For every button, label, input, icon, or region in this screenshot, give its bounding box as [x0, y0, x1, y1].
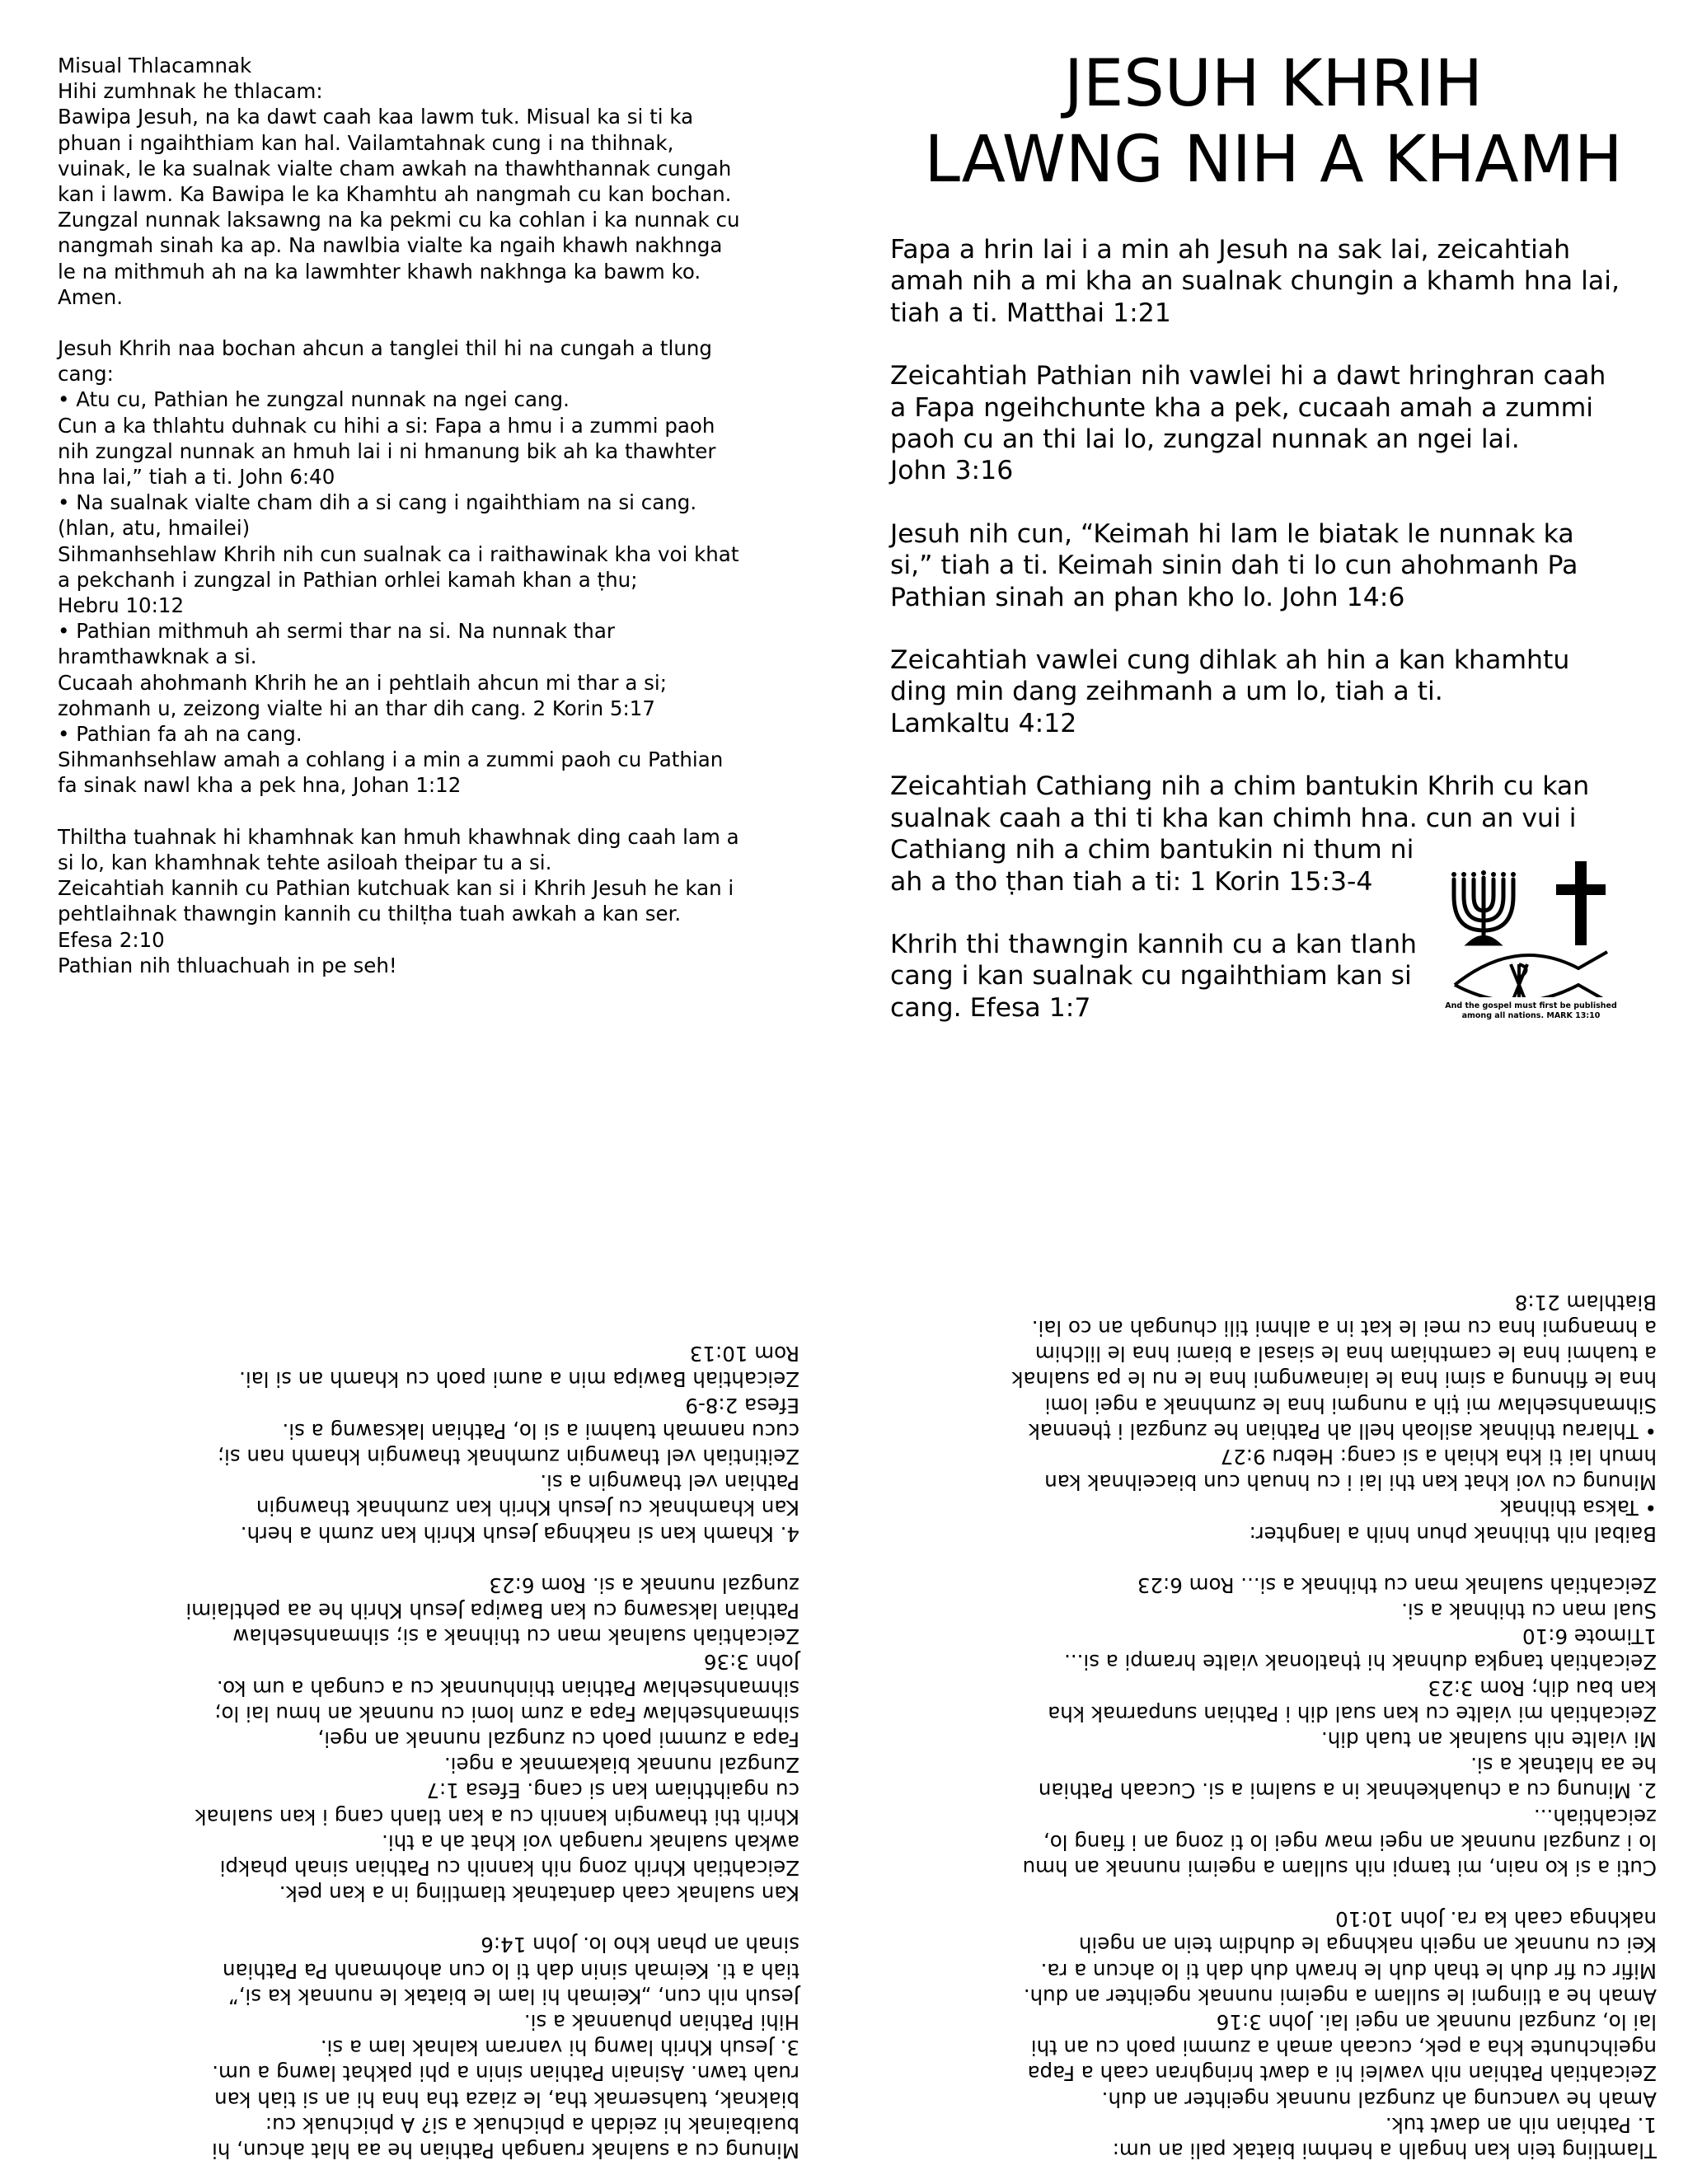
bottom-right-line: a tuahmi hna le camthiam hna le siasal a biami hna le lilchim: [1034, 1342, 1657, 1366]
spacer: [58, 1547, 799, 1572]
prayer-line: nih zungzal nunnak an hmuh lai i ni hmanung bik ah ka thawhter: [58, 438, 716, 463]
bottom-left-line: Pathian vel thawngin a si.: [540, 1470, 799, 1495]
verse-paragraph: [890, 234, 1657, 329]
verse-line: Lamkaltu 4:12: [890, 708, 1077, 738]
prayer-line: Zeicahtiah kannih cu Pathian kutchuak kan si i Khrih Jesuh he kan i: [58, 876, 734, 901]
emblem-caption: [1438, 1001, 1624, 1021]
spacer: [58, 799, 824, 824]
bottom-right-line: • Thlarau thihnak asiloah hell ah Pathian he zungzal i ṭhennak: [1028, 1418, 1657, 1443]
title-line-2: LAWNG NIH A KHAMH: [924, 123, 1623, 197]
bottom-right-line: kan bau dih; Rom 3:23: [1428, 1675, 1657, 1700]
prayer-line: Zungzal nunnak laksawng na ka pekmi cu ka cohlan i ka nunnak cu: [58, 208, 740, 232]
page-title: [890, 46, 1657, 198]
bottom-left-line: ruah tawn. Asinain Pathian sinin a phi pakhat lawng a um.: [212, 2061, 799, 2086]
verse-line: ding min dang zeihmanh a um lo, tiah a ti.: [890, 677, 1443, 707]
bottom-left-line: Pathian laksawng cu kan Bawipa Jesuh Khrih he aa pehtlaimi: [185, 1598, 799, 1623]
cross-icon: [1556, 861, 1606, 945]
bottom-right-line: Baibal nih thihnak phun hnih a langhter:: [1249, 1521, 1657, 1546]
bottom-right-line: 2. Minung cu a chuahkehnak in a sualmi a si. Cucaah Pathian: [1038, 1779, 1657, 1803]
verse-line: Jesuh nih cun, “Keimah hi lam le biatak le nunnak ka: [890, 518, 1574, 549]
verse-line: Zeicahtiah Cathiang nih a chim bantukin Khrih cu kan: [890, 771, 1590, 802]
prayer-line: Misual Thlacamnak: [58, 54, 252, 77]
bottom-left-line: sinah an phan kho lo. John 14:6: [481, 1933, 799, 1957]
verse-line: sualnak caah a thi ti kha kan chimh hna. cun an vui i: [890, 803, 1577, 833]
bottom-right-line: Cuti a si ko nain, mi tampi nih sullam a ngeimi nunnak an hmu: [1022, 1855, 1657, 1880]
bottom-right-line: lo i zungzal nunnak an ngei maw ngei lo ti zong an i fiang lo,: [1043, 1830, 1657, 1854]
verse-line: Fapa a hrin lai i a min ah Jesuh na sak lai, zeicahtiah: [890, 235, 1571, 265]
spacer: [58, 310, 824, 335]
bottom-right-line: Tlamtling tein kan hngalh a herhmi biatak pali an um:: [1112, 2139, 1657, 2163]
prayer-line: zohmanh u, zeizong vialte hi an thar dih cang. 2 Korin 5:17: [58, 696, 655, 720]
bottom-left-line: Zeicahtiah sualnak man cu thihnak a si; sihmanhsehlaw: [232, 1624, 799, 1649]
bottom-left-line: sihmanhsehlaw Pathian thinhunnak cu a cungah a um ko.: [216, 1675, 799, 1700]
bottom-right-line: Amah he a tlingmi le sullam a ngeimi nunnak ngeihter an duh.: [1023, 1984, 1657, 2008]
verse-paragraph: [890, 518, 1657, 613]
verse-line: Cathiang nih a chim bantukin ni thum ni: [890, 835, 1414, 865]
prayer-line: le na mithmuh ah na ka lawmhter khawh nakhnga ka bawm ko.: [58, 259, 701, 284]
verse-line: Pathian sinah an phan kho lo. John 14:6: [890, 582, 1405, 612]
prayer-line: fa sinak nawl kha a pek hna, Johan 1:12: [58, 773, 462, 798]
prayer-line: • Atu cu, Pathian he zungzal nunnak na ngei cang.: [58, 387, 570, 412]
bottom-left-line: cucu nanmah tuahmi a si lo, Pathian laksawng a si.: [282, 1418, 799, 1443]
prayer-line: vuinak, le ka sualnak vialte cham awkah na thawhthannak cungah: [58, 156, 732, 180]
verse-line: Zeicahtiah vawlei cung dihlak ah hin a kan khamhtu: [890, 645, 1570, 676]
bottom-right-line: a hmangmi hna cu mei le kat in a alhmi tili chungah an co lai.: [1031, 1315, 1657, 1340]
bottom-right-line: Kei cu nunnak an ngeih nakhnga le duhdim tein an ngeih: [1078, 1933, 1657, 1957]
bottom-left-line: John 3:36: [703, 1650, 799, 1675]
bottom-left-line: tiah a ti. Keimah sinin dah ti lo cun ahohmanh Pa Pathian: [222, 1958, 799, 1983]
verse-line: paoh cu an thi lai lo, zungzal nunnak an ngei lai.: [890, 424, 1520, 455]
prayer-line: • Na sualnak vialte cham dih a si cang i ngaihthiam na si cang.: [58, 490, 697, 515]
prayer-line: nangmah sinah ka ap. Na nawlbia vialte ka ngaih khawh nakhnga: [58, 233, 723, 258]
prayer-line: Jesuh Khrih naa bochan ahcun a tanglei thil hi na cungah a tlung: [58, 336, 712, 361]
faith-emblem: [1438, 845, 1624, 1043]
prayer-line: Cun a ka thlahtu duhnak cu hihi a si: Fapa a hmu i a zummi paoh: [58, 413, 715, 438]
verse-line: Zeicahtiah Pathian nih vawlei hi a dawt hringhran caah: [890, 361, 1606, 391]
bottom-left-line: Khrih thi thawngin kannih cu a kan tlanh cang i kan sualnak: [195, 1804, 799, 1829]
upside-down-right-panel: [890, 1154, 1657, 2163]
verse-line: cang i kan sualnak cu ngaihthiam kan si: [890, 961, 1412, 991]
bottom-right-line: • Taksa thihnak: [1499, 1496, 1657, 1521]
bottom-right-line: ngeihchunte kha a pek, cucaah amah a zummi paoh cu an thi: [1030, 2036, 1657, 2060]
bottom-left-line: Kan sualnak caah dantatnak tlamtling in a kan pek.: [279, 1882, 799, 1906]
prayer-line: Hebru 10:12: [58, 593, 185, 618]
verse-paragraph: [890, 644, 1657, 739]
verse-line: a Fapa ngeihchunte kha a pek, cucaah amah a zummi: [890, 392, 1594, 423]
prayer-line: • Pathian mithmuh ah sermi thar na si. Na nunnak thar: [58, 619, 615, 644]
bottom-right-line: Biathlam 21:8: [1514, 1290, 1657, 1315]
bottom-left-line: Kan khamhnak cu Jesuh Khrih kan zumhnak thawngin: [256, 1496, 799, 1521]
prayer-line: cang:: [58, 362, 114, 387]
verse-line: ah a tho ṭhan tiah a ti: 1 Korin 15:3-4: [890, 866, 1373, 897]
bottom-right-line: lai lo, zungzal nunnak an ngei lai. John 3:16: [1216, 2009, 1657, 2034]
prayer-line: Pathian nih thluachuah in pe seh!: [58, 953, 397, 977]
bottom-right-line: Zeicahtiah Pathian nih vawlei hi a dawt hringhran caah a Fapa: [1027, 2061, 1657, 2086]
bottom-left-line: Zeicahtiah Bawipa min a aumi paoh cu khamh an si lai.: [239, 1367, 799, 1392]
spacer: [890, 1881, 1657, 1906]
verse-line: cang. Efesa 1:7: [890, 992, 1091, 1023]
bottom-right-line: 1Timote 6:10: [1522, 1624, 1657, 1649]
menorah-cross-fish-icon: [1438, 845, 1624, 997]
menorah-icon: [1451, 870, 1516, 944]
prayer-line: si lo, kan khamhnak tehte asiloah theipar tu a si.: [58, 850, 552, 874]
bottom-right-line: Sual man cu thihnak a si.: [1401, 1598, 1657, 1623]
prayer-panel: [58, 53, 824, 978]
bottom-left-line: buaibainak hi zeidah a phichuak a si? A phichuak cu:: [265, 2112, 799, 2137]
bottom-left-line: Rom 10:13: [689, 1342, 799, 1366]
prayer-line: Efesa 2:10: [58, 927, 165, 952]
prayer-line: Sihmanhsehlaw Khrih nih cun sualnak ca i raithawinak kha voi khat: [58, 541, 739, 566]
bottom-left-line: awkah sualnak ruangah voi khat ah a thi.: [382, 1830, 799, 1854]
prayer-line: Hihi zumhnak he thlacam:: [58, 79, 323, 104]
verse-line: tiah a ti. Matthai 1:21: [890, 298, 1171, 328]
prayer-line: (hlan, atu, hmailei): [58, 516, 251, 541]
bottom-right-line: Zeicahtiah mi vialte cu kan sual dih i Pathian sunparnak kha: [1048, 1701, 1657, 1726]
bottom-left-line: Jesuh nih cun, „Keimah hi lam le biatak le nunnak ka si,”: [227, 1984, 799, 2008]
caption-line-2: among all nations. MARK 13:10: [1461, 1011, 1601, 1020]
bottom-left-line: Hihi Pathian phuannak a si.: [523, 2009, 799, 2034]
prayer-line: pehtlaihnak thawngin kannih cu thilṭha tuah awkah a kan ser.: [58, 902, 682, 926]
bottom-right-line: hmuh lai ti kha khiah a si cang: Hebru 9:27: [1220, 1444, 1657, 1469]
title-line-1: JESUH KHRIH: [1064, 47, 1483, 121]
bottom-left-line: Zungzal nunnak biakamnak a ngei.: [443, 1753, 799, 1778]
bottom-right-line: zeicahtiah...: [1533, 1804, 1657, 1829]
prayer-line: phuan i ngaihthiam kan hal. Vailamtahnak cung i na thihnak,: [58, 130, 674, 155]
bottom-left-line: 4. Khamh kan si nakhnga Jesuh Khrih kan zumh a herh.: [240, 1521, 799, 1546]
bottom-left-line: Fapa a zummi paoh cu zungzal nunnak an ngei,: [317, 1727, 799, 1751]
bottom-left-line: zungzal nunnak a si. Rom 6:23: [489, 1572, 799, 1597]
prayer-line: a pekchanh i zungzal in Pathian orhlei kamah khan a ṭhu;: [58, 567, 638, 592]
verse-paragraph: [890, 360, 1657, 487]
spacer: [58, 1906, 799, 1932]
prayer-line: hramthawknak a si.: [58, 644, 257, 669]
bottom-right-line: he aa hlatnak a si.: [1470, 1753, 1657, 1778]
bottom-left-line: Zeicahtiah Khrih zong nih kannih cu Pathian sinah phakpi: [219, 1855, 799, 1880]
bottom-right-line: hna le fihnung a simi hna le lainawngmi hna le nu le pa sualnak: [1011, 1367, 1657, 1392]
ichthys-icon: [1455, 952, 1607, 997]
verse-line: amah nih a mi kha an sualnak chungin a khamh hna lai,: [890, 266, 1620, 297]
bottom-left-line: Efesa 2:8-9: [685, 1393, 799, 1418]
bottom-right-line: Minung cu voi khat kan thi lai i cu hnuah cun biaceihnak kan: [1044, 1470, 1657, 1495]
bottom-right-line: Zeicahtiah tangka duhnak hi ṭhatlonak vialte hrampi a si...: [1064, 1650, 1657, 1675]
bottom-right-line: Zeicahtiah sualnak man cu thihnak a si... Rom 6:23: [1137, 1572, 1657, 1597]
prayer-line: kan i lawm. Ka Bawipa le ka Khamhtu ah nangmah cu kan bochan.: [58, 182, 732, 207]
bottom-left-line: 3. Jesuh Khrih lawng hi vanram kalnak lam a si.: [320, 2036, 799, 2060]
bottom-right-line: 1. Pathian nih an dawt tuk.: [1385, 2112, 1657, 2137]
bottom-left-line: Zeitintiah vel thawngin zumhnak thawngin khamh nan si;: [217, 1444, 799, 1469]
prayer-line: Thiltha tuahnak hi khamhnak kan hmuh khawhnak ding caah lam a: [58, 824, 739, 849]
verse-line: Khrih thi thawngin kannih cu a kan tlanh: [890, 929, 1418, 959]
bottom-right-line: Mi vialte nih sualnak an tuah dih.: [1320, 1727, 1657, 1751]
bottom-right-line: Amah he vancung ah zungzal nunnak ngeihter an duh.: [1101, 2087, 1657, 2111]
bottom-right-line: nakhnga caah ka ra. John 10:10: [1335, 1907, 1657, 1932]
bottom-left-line: cu ngaihthiam kan si cang. Efesa 1:7: [426, 1779, 799, 1803]
prayer-line: • Pathian fa ah na cang.: [58, 722, 302, 747]
verse-line: John 3:16: [890, 456, 1014, 486]
bottom-left-line: sihmanhsehlaw Fapa a zum lomi cu nunnak an hmu lai lo;: [214, 1701, 799, 1726]
verse-line: si,” tiah a ti. Keimah sinin dah ti lo cun ahohmanh Pa: [890, 551, 1578, 581]
bottom-right-line: Mifir cu fir duh le thah duh le hrawh duh dah ti lo ahcun a ra.: [1040, 1958, 1657, 1983]
prayer-line: Amen.: [58, 284, 124, 309]
prayer-line: hna lai,” tiah a ti. John 6:40: [58, 465, 335, 490]
bottom-left-line: biaknak, tuahsernak tha, le ziaza tha hna hi an si tiah kan: [214, 2087, 799, 2111]
prayer-line: Sihmanhsehlaw amah a cohlang i a min a zummi paoh cu Pathian: [58, 748, 724, 772]
spacer: [890, 1547, 1657, 1572]
bottom-right-line: Sihmanhsehlaw mi ṭih a nungmi hna le zumhnak a ngei lomi: [1044, 1393, 1657, 1418]
prayer-line: Cucaah ahohmanh Khrih he an i pehtlaih ahcun mi thar a si;: [58, 670, 667, 695]
upside-down-left-panel: [58, 1154, 799, 2163]
prayer-line: Bawipa Jesuh, na ka dawt caah kaa lawm tuk. Misual ka si ti ka: [58, 105, 694, 129]
bottom-left-line: Minung cu a sualnak ruangah Pathian he aa hlat ahcun, hi: [212, 2139, 799, 2163]
caption-line-1: And the gospel must first be published: [1445, 1001, 1617, 1010]
